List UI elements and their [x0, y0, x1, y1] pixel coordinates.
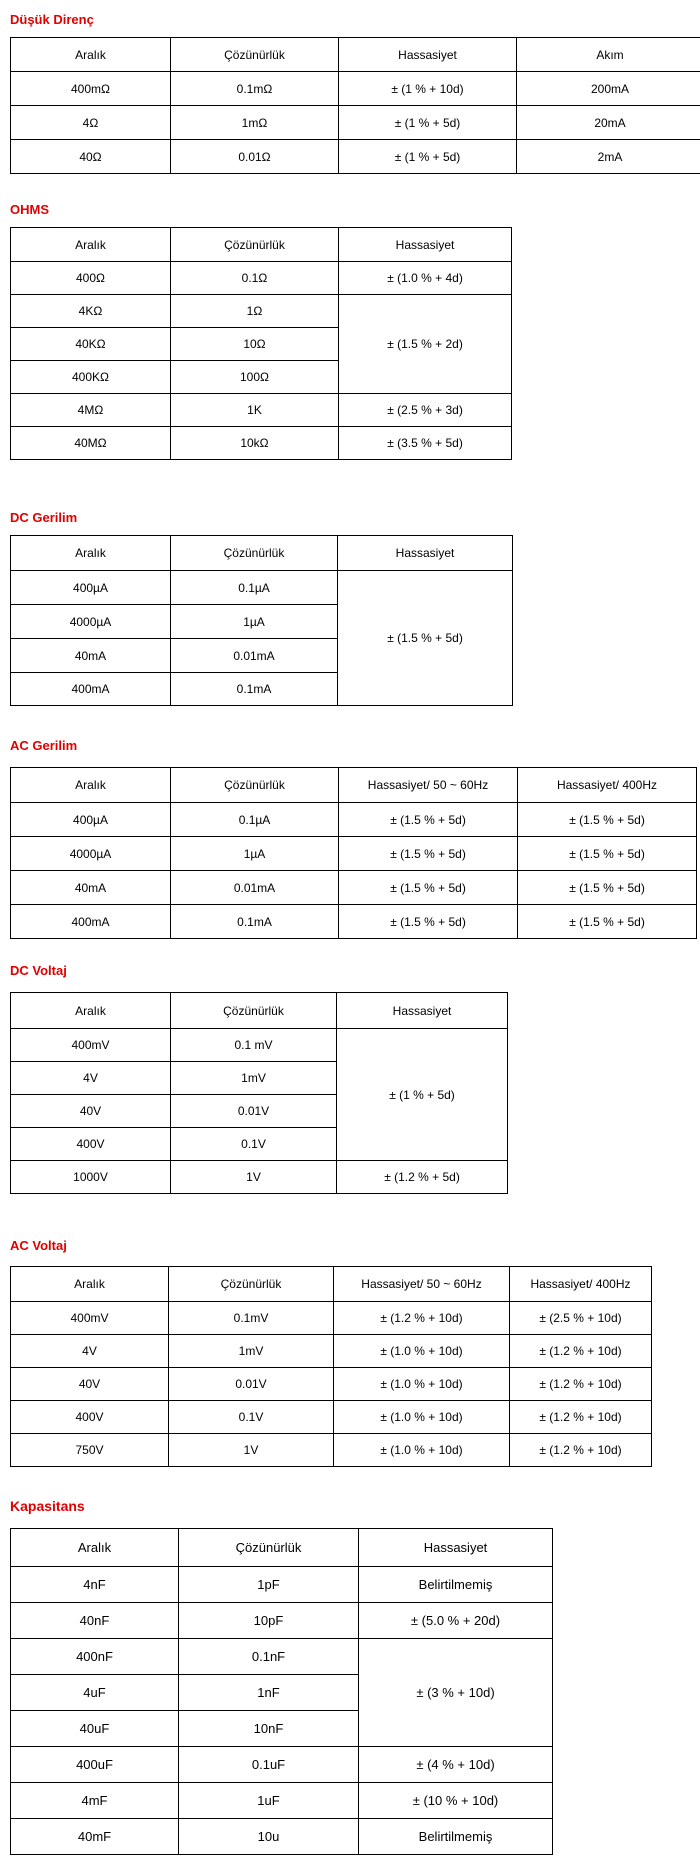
header-cell: Çözünürlük — [171, 38, 339, 72]
table-row — [11, 1567, 553, 1603]
table-cell: 400V — [11, 1128, 171, 1161]
table-cell: ± (3.5 % + 5d) — [339, 427, 512, 460]
table-header-row — [11, 768, 697, 803]
table-row — [11, 427, 512, 460]
table-cell: 40Ω — [11, 140, 171, 174]
dc-gerilim-table — [10, 535, 513, 706]
ac-voltaj-table — [10, 1266, 652, 1467]
table-cell: 4000µA — [11, 605, 171, 639]
table-cell: ± (1.2 % + 5d) — [337, 1161, 508, 1194]
header-cell: Çözünürlük — [179, 1529, 359, 1567]
table-cell: 20mA — [517, 106, 700, 140]
table-cell: 0.1nF — [179, 1639, 359, 1675]
table-cell: ± (1.2 % + 10d) — [510, 1434, 652, 1467]
table-cell: 1µA — [171, 837, 339, 871]
table-cell: 1Ω — [171, 295, 339, 328]
header-cell: Hassasiyet/ 50 ~ 60Hz — [339, 768, 518, 803]
table-cell: 10kΩ — [171, 427, 339, 460]
table-cell: ± (1.0 % + 10d) — [334, 1368, 510, 1401]
table-row — [11, 1302, 652, 1335]
table-cell: 400mΩ — [11, 72, 171, 106]
table-cell: 1uF — [179, 1783, 359, 1819]
header-cell: Hassasiyet — [339, 228, 512, 262]
table-cell: 0.1µA — [171, 571, 338, 605]
ac-gerilim-table — [10, 767, 697, 939]
table-row — [11, 1639, 553, 1675]
table-cell-merged: ± (1.5 % + 5d) — [338, 571, 513, 706]
header-cell: Aralık — [11, 768, 171, 803]
table-cell: 40uF — [11, 1711, 179, 1747]
header-cell: Hassasiyet — [359, 1529, 553, 1567]
header-cell: Hassasiyet — [338, 536, 513, 571]
table-cell: 40mA — [11, 871, 171, 905]
table-row — [11, 1161, 508, 1194]
table-cell: 1K — [171, 394, 339, 427]
table-cell: 4V — [11, 1062, 171, 1095]
table-cell: ± (10 % + 10d) — [359, 1783, 553, 1819]
table-cell: 10pF — [179, 1603, 359, 1639]
table-cell: 4KΩ — [11, 295, 171, 328]
table-cell: ± (1.5 % + 5d) — [518, 871, 697, 905]
table-cell: ± (2.5 % + 10d) — [510, 1302, 652, 1335]
table-cell: 0.1Ω — [171, 262, 339, 295]
table-cell: ± (1 % + 5d) — [339, 140, 517, 174]
table-cell: 400Ω — [11, 262, 171, 295]
table-cell: Belirtilmemiş — [359, 1819, 553, 1855]
table-cell: 1nF — [179, 1675, 359, 1711]
table-cell: 0.1mA — [171, 905, 339, 939]
table-header-row — [11, 993, 508, 1029]
table-cell: ± (1.5 % + 5d) — [339, 905, 518, 939]
table-row — [11, 106, 700, 140]
table-cell: 750V — [11, 1434, 169, 1467]
table-cell: ± (1.5 % + 5d) — [339, 837, 518, 871]
table-cell: ± (2.5 % + 3d) — [339, 394, 512, 427]
header-cell: Çözünürlük — [171, 993, 337, 1029]
table-row — [11, 394, 512, 427]
header-cell: Aralık — [11, 38, 171, 72]
table-cell: ± (1.5 % + 5d) — [518, 905, 697, 939]
table-cell: 100Ω — [171, 361, 339, 394]
table-cell: ± (1.0 % + 10d) — [334, 1401, 510, 1434]
table-cell: 1µA — [171, 605, 338, 639]
table-cell: 4mF — [11, 1783, 179, 1819]
table-cell: 400uF — [11, 1747, 179, 1783]
table-cell: 10nF — [179, 1711, 359, 1747]
table-cell: 4000µA — [11, 837, 171, 871]
table-cell: ± (5.0 % + 20d) — [359, 1603, 553, 1639]
section-title-ohms: OHMS — [10, 202, 49, 217]
table-cell: ± (1.2 % + 10d) — [510, 1368, 652, 1401]
table-row — [11, 1819, 553, 1855]
table-row — [11, 905, 697, 939]
table-cell: 1000V — [11, 1161, 171, 1194]
table-cell: 4nF — [11, 1567, 179, 1603]
table-cell: ± (1.0 % + 4d) — [339, 262, 512, 295]
table-header-row — [11, 228, 512, 262]
table-cell: Belirtilmemiş — [359, 1567, 553, 1603]
table-row — [11, 1335, 652, 1368]
table-row — [11, 1401, 652, 1434]
table-cell: 4uF — [11, 1675, 179, 1711]
table-cell: 0.01V — [169, 1368, 334, 1401]
section-title-dusuk-direnc: Düşük Direnç — [10, 12, 94, 27]
table-cell: 0.1mΩ — [171, 72, 339, 106]
table-row — [11, 72, 700, 106]
table-cell: 40V — [11, 1095, 171, 1128]
table-cell: 400µA — [11, 571, 171, 605]
table-cell: 400mA — [11, 673, 171, 706]
table-cell: 0.1µA — [171, 803, 339, 837]
table-cell: 4MΩ — [11, 394, 171, 427]
ohms-table — [10, 227, 512, 460]
section-title-ac-gerilim: AC Gerilim — [10, 738, 78, 753]
table-row — [11, 803, 697, 837]
table-cell: 40MΩ — [11, 427, 171, 460]
header-cell: Aralık — [11, 536, 171, 571]
header-cell: Hassasiyet/ 400Hz — [518, 768, 697, 803]
section-title-dc-voltaj: DC Voltaj — [10, 963, 67, 978]
table-row — [11, 1029, 508, 1062]
table-cell: 4V — [11, 1335, 169, 1368]
header-cell: Aralık — [11, 1529, 179, 1567]
header-cell: Hassasiyet/ 400Hz — [510, 1267, 652, 1302]
table-cell: 1mΩ — [171, 106, 339, 140]
table-cell: 1mV — [171, 1062, 337, 1095]
table-cell: 0.1V — [169, 1401, 334, 1434]
table-row — [11, 295, 512, 328]
table-cell-merged: ± (1 % + 5d) — [337, 1029, 508, 1161]
table-cell: 0.1mV — [169, 1302, 334, 1335]
table-cell: ± (1.5 % + 5d) — [339, 803, 518, 837]
header-cell: Hassasiyet — [339, 38, 517, 72]
header-cell: Çözünürlük — [171, 768, 339, 803]
table-cell: ± (1 % + 5d) — [339, 106, 517, 140]
table-cell: 1pF — [179, 1567, 359, 1603]
table-row — [11, 871, 697, 905]
header-cell: Akım — [517, 38, 700, 72]
header-cell: Çözünürlük — [169, 1267, 334, 1302]
table-header-row — [11, 1267, 652, 1302]
header-cell: Hassasiyet/ 50 ~ 60Hz — [334, 1267, 510, 1302]
table-cell: 2mA — [517, 140, 700, 174]
table-row — [11, 1434, 652, 1467]
table-cell: 1V — [169, 1434, 334, 1467]
header-cell: Hassasiyet — [337, 993, 508, 1029]
table-cell: 1V — [171, 1161, 337, 1194]
table-row — [11, 262, 512, 295]
table-cell: ± (4 % + 10d) — [359, 1747, 553, 1783]
table-cell: 400µA — [11, 803, 171, 837]
header-cell: Aralık — [11, 993, 171, 1029]
kapasitans-table — [10, 1528, 553, 1855]
section-title-dc-gerilim: DC Gerilim — [10, 510, 78, 525]
dc-voltaj-table — [10, 992, 508, 1194]
table-cell: ± (1.2 % + 10d) — [334, 1302, 510, 1335]
table-cell: 40mF — [11, 1819, 179, 1855]
table-cell: ± (1.5 % + 5d) — [339, 871, 518, 905]
header-cell: Çözünürlük — [171, 228, 339, 262]
table-row — [11, 837, 697, 871]
header-cell: Aralık — [11, 1267, 169, 1302]
table-row — [11, 1747, 553, 1783]
table-header-row — [11, 536, 513, 571]
table-cell: ± (1.5 % + 5d) — [518, 837, 697, 871]
table-cell-merged: ± (3 % + 10d) — [359, 1639, 553, 1747]
table-cell: ± (1.2 % + 10d) — [510, 1401, 652, 1434]
table-cell: ± (1.0 % + 10d) — [334, 1335, 510, 1368]
table-cell: 200mA — [517, 72, 700, 106]
table-cell: 400V — [11, 1401, 169, 1434]
table-cell: 0.01mA — [171, 871, 339, 905]
table-cell: 400KΩ — [11, 361, 171, 394]
table-cell: 4Ω — [11, 106, 171, 140]
table-header-row — [11, 38, 700, 72]
section-title-ac-voltaj: AC Voltaj — [10, 1238, 67, 1253]
table-cell: 0.01mA — [171, 639, 338, 673]
table-cell: ± (1.0 % + 10d) — [334, 1434, 510, 1467]
table-cell: 40V — [11, 1368, 169, 1401]
table-row — [11, 140, 700, 174]
table-cell: 400mA — [11, 905, 171, 939]
header-cell: Aralık — [11, 228, 171, 262]
table-cell: 400mV — [11, 1302, 169, 1335]
table-cell: 0.1mA — [171, 673, 338, 706]
header-cell: Çözünürlük — [171, 536, 338, 571]
table-cell-merged: ± (1.5 % + 2d) — [339, 295, 512, 394]
table-row — [11, 1603, 553, 1639]
dusuk-direnc-table — [10, 37, 700, 174]
table-cell: 400mV — [11, 1029, 171, 1062]
table-cell: ± (1 % + 10d) — [339, 72, 517, 106]
table-cell: 1mV — [169, 1335, 334, 1368]
table-cell: 40mA — [11, 639, 171, 673]
table-cell: 0.1uF — [179, 1747, 359, 1783]
table-cell: 0.1V — [171, 1128, 337, 1161]
table-cell: ± (1.5 % + 5d) — [518, 803, 697, 837]
table-cell: 400nF — [11, 1639, 179, 1675]
table-cell: 0.01Ω — [171, 140, 339, 174]
table-header-row — [11, 1529, 553, 1567]
table-row — [11, 571, 513, 605]
table-cell: 10u — [179, 1819, 359, 1855]
table-cell: 0.01V — [171, 1095, 337, 1128]
table-cell: 40KΩ — [11, 328, 171, 361]
table-row — [11, 1783, 553, 1819]
table-cell: 10Ω — [171, 328, 339, 361]
table-cell: 40nF — [11, 1603, 179, 1639]
table-cell: ± (1.2 % + 10d) — [510, 1335, 652, 1368]
section-title-kapasitans: Kapasitans — [10, 1498, 85, 1514]
table-row — [11, 1368, 652, 1401]
table-cell: 0.1 mV — [171, 1029, 337, 1062]
